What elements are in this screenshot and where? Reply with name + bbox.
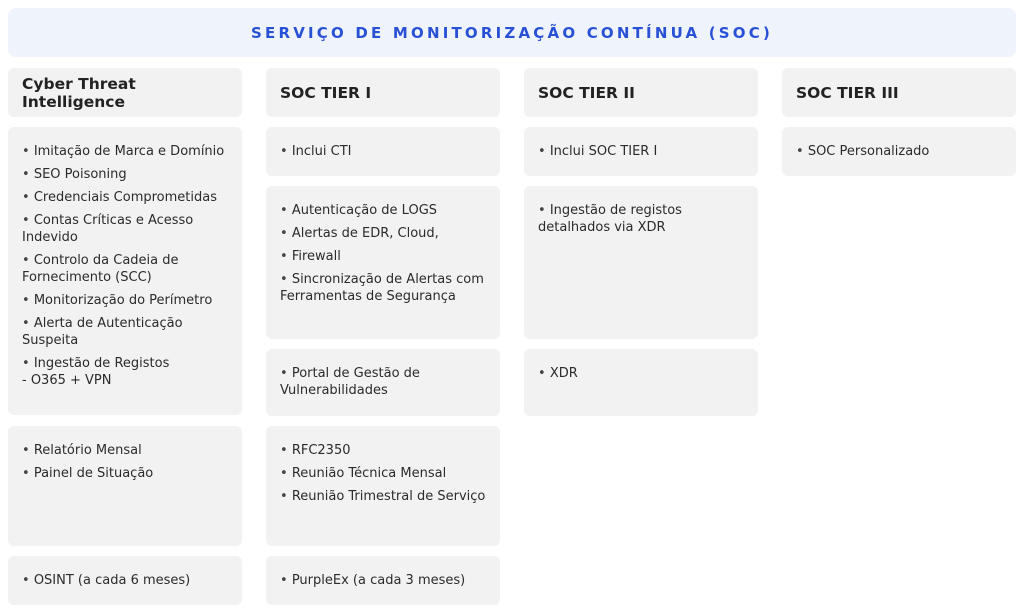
feature-list (538, 202, 744, 236)
feature-list (280, 365, 486, 399)
feature-item: • Reunião Trimestral de Serviço (280, 488, 486, 505)
feature-list (22, 442, 228, 482)
column-title: Cyber Threat Intelligence (22, 74, 136, 111)
feature-item: • Controlo da Cadeia de Fornecimento (SCC) (22, 252, 228, 286)
column-header-cti (8, 68, 242, 117)
feature-card (524, 186, 758, 339)
feature-list (280, 143, 486, 160)
feature-list (538, 365, 744, 382)
feature-list (280, 572, 486, 589)
feature-item: • Sincronização de Alertas com Ferramentas de Segurança (280, 271, 486, 305)
feature-list (280, 442, 486, 505)
feature-item: • Autenticação de LOGS (280, 202, 486, 219)
feature-card (8, 426, 242, 546)
feature-item: • SEO Poisoning (22, 166, 228, 183)
feature-item: • Contas Críticas e Acesso Indevido (22, 212, 228, 246)
column-title: SOC TIER II (538, 83, 635, 102)
feature-item: • Alerta de Autenticação Suspeita (22, 315, 228, 349)
feature-item: • Inclui SOC TIER I (538, 143, 744, 160)
feature-list (280, 202, 486, 305)
feature-card (266, 186, 500, 339)
feature-card (266, 556, 500, 605)
feature-item: • Painel de Situação (22, 465, 228, 482)
feature-item: • XDR (538, 365, 744, 382)
feature-item: • Portal de Gestão de Vulnerabilidades (280, 365, 486, 399)
feature-item: • SOC Personalizado (796, 143, 1002, 160)
feature-item: • OSINT (a cada 6 meses) (22, 572, 228, 589)
feature-card (524, 127, 758, 176)
feature-card (266, 426, 500, 546)
feature-card (524, 349, 758, 416)
feature-list (22, 572, 228, 589)
feature-list (22, 143, 228, 389)
page-title: SERVIÇO DE MONITORIZAÇÃO CONTÍNUA (SOC) (251, 23, 773, 42)
column-title: SOC TIER III (796, 83, 899, 102)
column-header-soc-tier-3 (782, 68, 1016, 117)
column-title: SOC TIER I (280, 83, 372, 102)
feature-list (796, 143, 1002, 160)
feature-card (266, 349, 500, 416)
feature-item: • Inclui CTI (280, 143, 486, 160)
feature-item: • Ingestão de registos detalhados via XDR (538, 202, 744, 236)
feature-item: • Monitorização do Perímetro (22, 292, 228, 309)
column-header-soc-tier-2 (524, 68, 758, 117)
feature-item: • Ingestão de Registos - O365 + VPN (22, 355, 228, 389)
feature-item: • Alertas de EDR, Cloud, (280, 225, 486, 242)
feature-card (8, 556, 242, 605)
feature-item: • Relatório Mensal (22, 442, 228, 459)
feature-item: • Imitação de Marca e Domínio (22, 143, 228, 160)
feature-card (266, 127, 500, 176)
feature-item: • PurpleEx (a cada 3 meses) (280, 572, 486, 589)
page-header (8, 8, 1016, 57)
feature-list (538, 143, 744, 160)
feature-item: • Reunião Técnica Mensal (280, 465, 486, 482)
feature-card (8, 127, 242, 415)
feature-item: • RFC2350 (280, 442, 486, 459)
feature-item: • Credenciais Comprometidas (22, 189, 228, 206)
feature-item: • Firewall (280, 248, 486, 265)
column-header-soc-tier-1 (266, 68, 500, 117)
feature-card (782, 127, 1016, 176)
